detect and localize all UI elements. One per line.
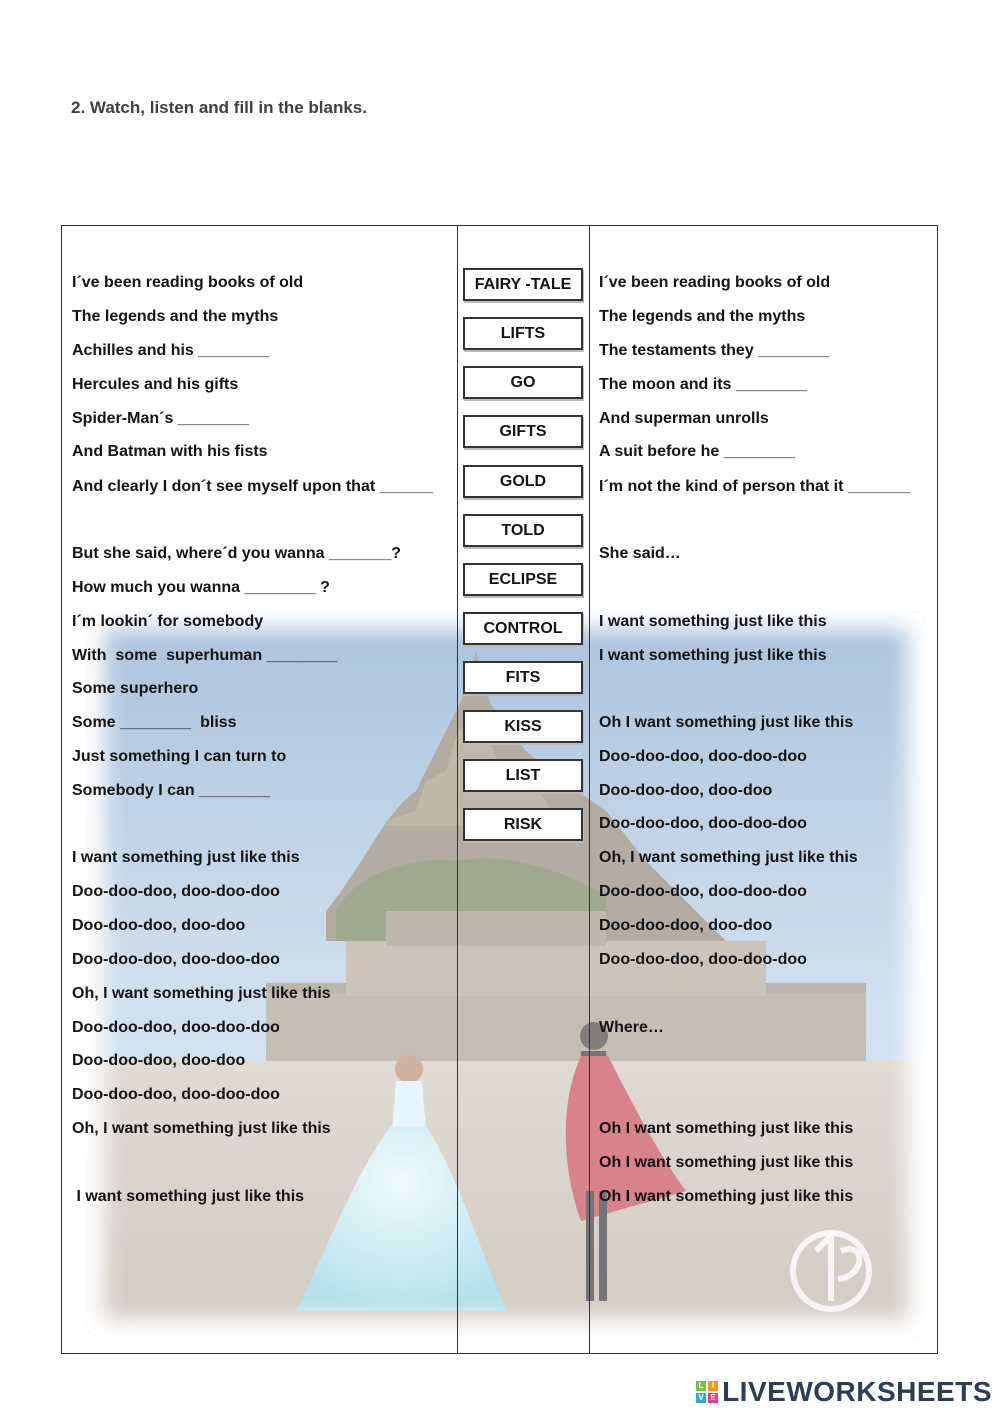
right-lyric-line: Doo-doo-doo, doo-doo [599, 917, 773, 934]
worksheet-table [61, 225, 938, 1354]
column-divider-left [457, 226, 458, 1353]
left-lyric-line: Oh, I want something just like this [72, 985, 331, 1002]
left-lyric-line: And Batman with his fists [72, 443, 268, 460]
right-lyric-blank-line[interactable]: The moon and its ________ [599, 376, 808, 393]
right-lyric-line: I´ve been reading books of old [599, 274, 831, 291]
left-lyric-line: I´m lookin´ for somebody [72, 613, 264, 630]
word-bank-list[interactable]: LIST [463, 759, 583, 792]
left-lyric-blank-line[interactable]: Some ________ bliss [72, 714, 237, 731]
right-lyric-line: The legends and the myths [599, 308, 806, 325]
left-lyric-blank-line[interactable]: How much you wanna ________ ? [72, 579, 330, 596]
word-bank-lifts[interactable]: LIFTS [463, 317, 583, 350]
right-lyric-blank-line[interactable]: A suit before he ________ [599, 443, 795, 460]
left-lyric-line: Doo-doo-doo, doo-doo [72, 917, 246, 934]
left-lyric-line: The legends and the myths [72, 308, 279, 325]
logo-brand-text: LIVEWORKSHEETS [722, 1376, 992, 1407]
left-lyric-line: Doo-doo-doo, doo-doo-doo [72, 951, 280, 968]
left-lyric-line: I want something just like this [72, 849, 300, 866]
right-lyric-line: Doo-doo-doo, doo-doo-doo [599, 748, 807, 765]
left-lyric-line: Doo-doo-doo, doo-doo-doo [72, 1019, 280, 1036]
right-lyric-line: Doo-doo-doo, doo-doo-doo [599, 951, 807, 968]
word-bank-fairy-tale[interactable]: FAIRY -TALE [463, 268, 583, 301]
liveworksheets-logo[interactable] [696, 1377, 992, 1407]
logo-mark-letter: E [708, 1393, 718, 1403]
right-lyric-line: Doo-doo-doo, doo-doo-doo [599, 815, 807, 832]
logo-mark-letter: V [696, 1393, 706, 1403]
left-lyric-blank-line[interactable]: And clearly I don´t see myself upon that ______ [72, 478, 433, 495]
right-lyric-line: Oh, I want something just like this [599, 849, 858, 866]
left-lyric-line: Doo-doo-doo, doo-doo-doo [72, 883, 280, 900]
right-lyric-line: And superman unrolls [599, 410, 769, 427]
right-lyric-line: I want something just like this [599, 613, 827, 630]
word-bank-gold[interactable]: GOLD [463, 465, 583, 498]
word-bank-control[interactable]: CONTROL [463, 612, 583, 645]
word-bank-gifts[interactable]: GIFTS [463, 415, 583, 448]
right-lyric-blank-line[interactable]: The testaments they ________ [599, 342, 830, 359]
logo-mark-letter: L [696, 1381, 706, 1391]
left-lyric-line: Oh, I want something just like this [72, 1120, 331, 1137]
left-lyric-line: I want something just like this [72, 1188, 305, 1205]
logo-mark-letter: I [708, 1381, 718, 1391]
left-lyric-line: Doo-doo-doo, doo-doo [72, 1052, 246, 1069]
right-lyric-line: Doo-doo-doo, doo-doo-doo [599, 883, 807, 900]
word-bank-fits[interactable]: FITS [463, 661, 583, 694]
left-lyric-blank-line[interactable]: With some superhuman ________ [72, 647, 338, 664]
word-bank-go[interactable]: GO [463, 366, 583, 399]
right-lyric-line: Oh I want something just like this [599, 1188, 854, 1205]
left-lyric-blank-line[interactable]: Achilles and his ________ [72, 342, 270, 359]
logo-mark-icon [696, 1381, 718, 1403]
right-lyric-line: Oh I want something just like this [599, 1154, 854, 1171]
right-lyric-line: Oh I want something just like this [599, 1120, 854, 1137]
word-bank-kiss[interactable]: KISS [463, 710, 583, 743]
left-lyric-blank-line[interactable]: But she said, where´d you wanna _______? [72, 545, 401, 562]
right-lyric-line: Where… [599, 1019, 664, 1036]
right-lyric-blank-line[interactable]: I´m not the kind of person that it _______ [599, 478, 911, 495]
right-lyric-line: Oh I want something just like this [599, 714, 854, 731]
left-lyric-line: Some superhero [72, 680, 199, 697]
left-lyric-blank-line[interactable]: Spider-Man´s ________ [72, 410, 249, 427]
right-lyric-line: I want something just like this [599, 647, 827, 664]
word-bank-risk[interactable]: RISK [463, 808, 583, 841]
left-lyric-line: Hercules and his gifts [72, 376, 239, 393]
left-lyric-line: Just something I can turn to [72, 748, 287, 765]
left-lyric-line: I´ve been reading books of old [72, 274, 304, 291]
left-lyric-line: Doo-doo-doo, doo-doo-doo [72, 1086, 280, 1103]
word-bank-eclipse[interactable]: ECLIPSE [463, 563, 583, 596]
column-divider-right [589, 226, 590, 1353]
right-lyric-line: Doo-doo-doo, doo-doo [599, 782, 773, 799]
right-lyric-line: She said… [599, 545, 681, 562]
left-lyric-blank-line[interactable]: Somebody I can ________ [72, 782, 271, 799]
instruction-heading: 2. Watch, listen and fill in the blanks. [71, 98, 367, 117]
word-bank-told[interactable]: TOLD [463, 514, 583, 547]
